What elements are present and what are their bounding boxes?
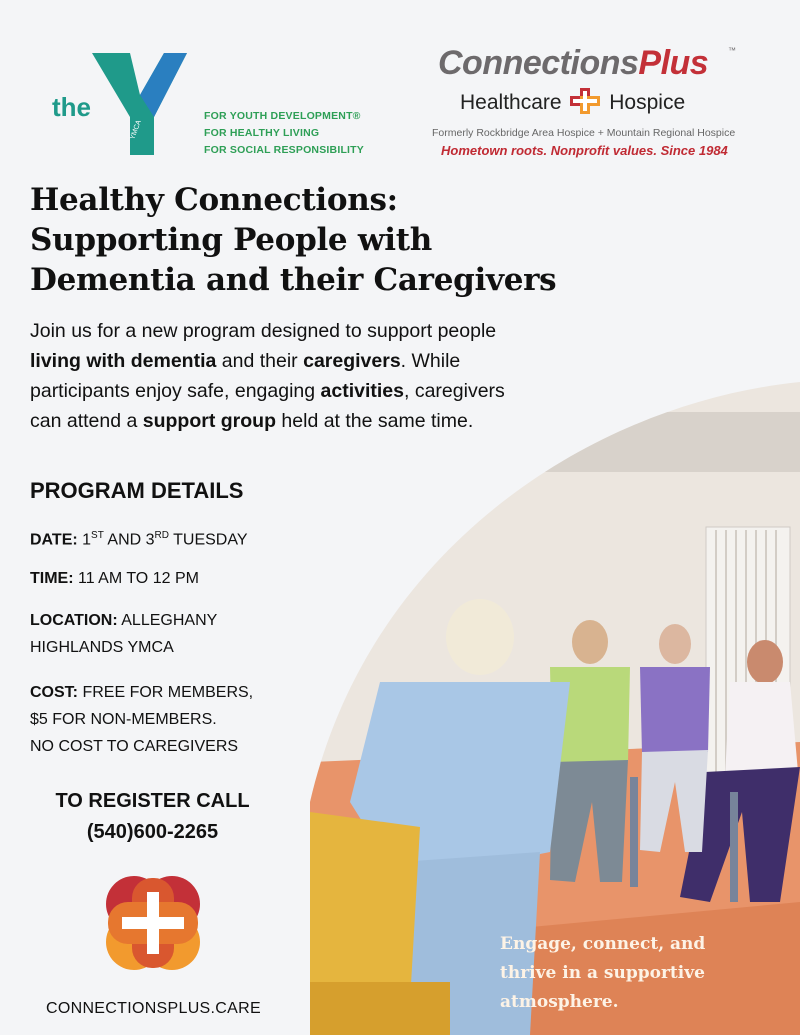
date-sup: ST bbox=[91, 530, 104, 541]
cost-label: COST: bbox=[30, 684, 78, 701]
detail-location bbox=[30, 607, 217, 661]
intro-text: and their bbox=[216, 350, 304, 372]
cost-value: $5 FOR NON-MEMBERS. bbox=[30, 711, 217, 728]
ymca-tagline: FOR HEALTHY LIVING bbox=[204, 127, 320, 139]
detail-time bbox=[30, 565, 199, 592]
date-value: 1 bbox=[77, 531, 92, 549]
register-phone[interactable]: (540)600-2265 bbox=[86, 821, 219, 843]
intro-text: Join us for a new program designed to support people bbox=[30, 320, 497, 342]
detail-cost bbox=[30, 679, 253, 760]
location-value: HIGHLANDS YMCA bbox=[30, 639, 174, 656]
ymca-vertical-text: YMCA bbox=[129, 119, 143, 141]
cost-value: NO COST TO CAREGIVERS bbox=[30, 738, 239, 755]
cp-name-plus: Plus bbox=[638, 44, 709, 82]
register-block bbox=[30, 786, 275, 848]
location-label: LOCATION: bbox=[30, 612, 118, 629]
cp-subtitle bbox=[460, 87, 685, 115]
cp-name-main: Connections bbox=[438, 44, 639, 82]
cp-tagline: Hometown roots. Nonprofit values. Since 1984 bbox=[441, 143, 728, 158]
cost-value: FREE FOR MEMBERS, bbox=[78, 684, 254, 701]
ymca-the-text: the bbox=[52, 92, 91, 122]
cp-healthcare: Healthcare bbox=[460, 91, 562, 114]
caption-line: thrive in a supportive bbox=[500, 963, 705, 983]
cp-cross-small-icon bbox=[568, 87, 602, 115]
location-value: ALLEGHANY bbox=[117, 612, 218, 629]
intro-bold: support group bbox=[142, 410, 276, 432]
date-label: DATE: bbox=[30, 531, 78, 549]
intro-bold: caregivers bbox=[303, 350, 401, 372]
intro-text: , caregivers can attend a bbox=[30, 380, 505, 432]
time-label: TIME: bbox=[30, 570, 74, 587]
register-label: TO REGISTER CALL bbox=[55, 790, 250, 812]
intro-bold: living with dementia bbox=[30, 350, 217, 372]
page-title bbox=[30, 180, 730, 300]
cp-logo-name bbox=[438, 44, 708, 83]
date-value: AND 3 bbox=[103, 531, 155, 549]
cp-cross-logo-icon bbox=[100, 870, 206, 976]
date-value: TUESDAY bbox=[168, 531, 248, 549]
time-value: 11 AM TO 12 PM bbox=[73, 570, 199, 587]
intro-bold: activities bbox=[320, 380, 404, 402]
cp-formerly: Formerly Rockbridge Area Hospice + Mountain Regional Hospice bbox=[432, 127, 736, 139]
program-details-heading: PROGRAM DETAILS bbox=[30, 478, 244, 503]
date-sup: RD bbox=[154, 530, 169, 541]
ymca-taglines bbox=[204, 108, 364, 159]
caption-line: atmosphere. bbox=[500, 992, 619, 1012]
ymca-tagline: FOR SOCIAL RESPONSIBILITY bbox=[204, 144, 364, 156]
title-line: Supporting People with bbox=[30, 222, 432, 258]
title-line: Dementia and their Caregivers bbox=[30, 262, 557, 298]
caption-line: Engage, connect, and bbox=[500, 934, 706, 954]
intro-text: . While participants enjoy safe, engaging bbox=[30, 350, 461, 402]
website-link[interactable]: CONNECTIONSPLUS.CARE bbox=[46, 1000, 261, 1017]
ymca-tagline: FOR YOUTH DEVELOPMENT® bbox=[204, 110, 361, 122]
detail-date bbox=[30, 522, 248, 553]
photo-caption bbox=[500, 930, 780, 1017]
cp-trademark: ™ bbox=[728, 46, 736, 55]
title-line: Healthy Connections: bbox=[30, 182, 398, 218]
intro-text: held at the same time. bbox=[276, 410, 474, 432]
cp-hospice: Hospice bbox=[609, 91, 686, 114]
